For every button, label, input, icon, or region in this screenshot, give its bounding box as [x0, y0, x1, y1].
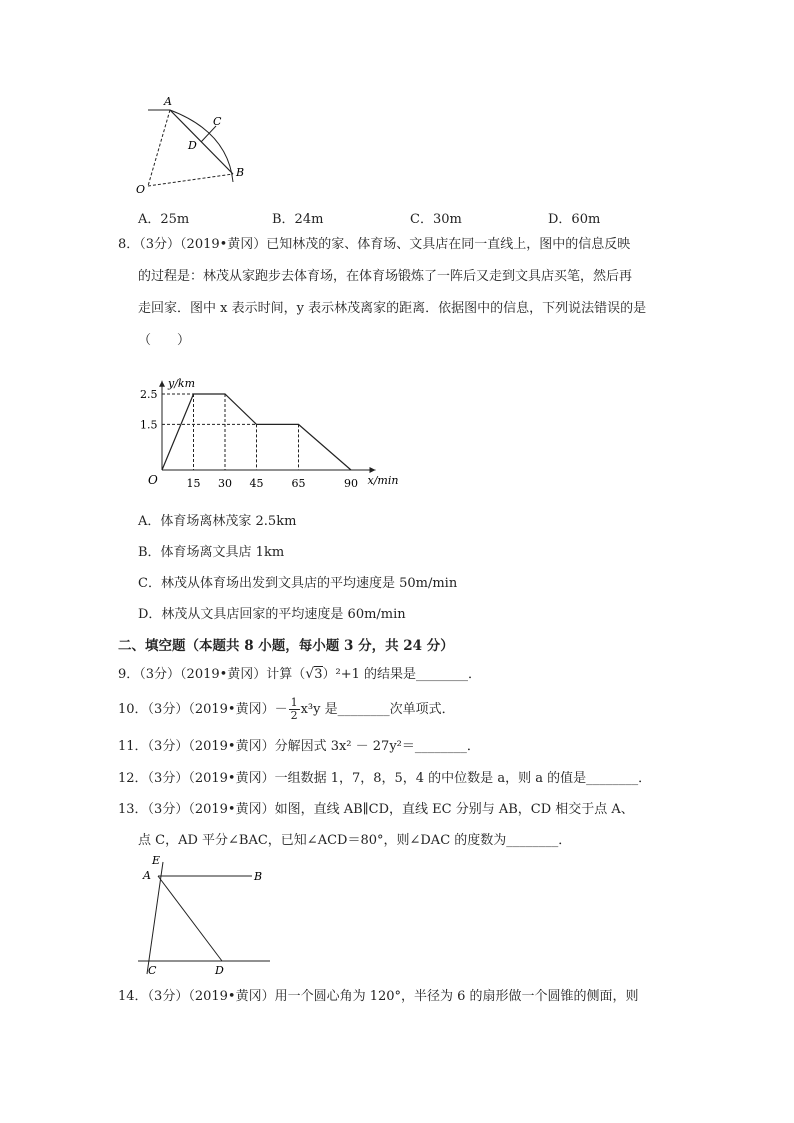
q8-option-d: D．林茂从文具店回家的平均速度是 60m/min [138, 607, 406, 622]
q13-line2: 点 C，AD 平分∠BAC，已知∠ACD＝80°，则∠DAC 的度数为________． [138, 833, 572, 848]
fig13-label-a: A [143, 869, 151, 882]
fig7-label-o: O [136, 183, 146, 196]
q9-line [118, 665, 481, 684]
q8-line3: 走回家．图中 x 表示时间，y 表示林茂离家的距离．依据图中的信息，下列说法错误的是 [138, 301, 647, 316]
distance-time-chart [130, 358, 399, 498]
x-tick-label-30: 30 [218, 477, 232, 490]
q8-option-a: A．体育场离林茂家 2.5km [138, 514, 297, 529]
x-tick-label-65: 65 [291, 477, 306, 490]
q8-line2: 的过程是：林茂从家跑步去体育场，在体育场锻炼了一阵后又走到文具店买笔，然后再 [138, 269, 633, 284]
q8-option-b: B．体育场离文具店 1km [138, 545, 285, 560]
x-axis-label: x/min [367, 474, 399, 487]
figure-q7 [130, 92, 260, 202]
q10-fraction [289, 697, 300, 722]
y-tick-label-1.5: 1.5 [140, 418, 158, 432]
q8-line1: 8．（3分）（2019•黄冈）已知林茂的家、体育场、文具店在同一直线上，图中的信息反映 [118, 237, 631, 252]
q10-numerator: 1 [290, 696, 298, 709]
q10-denominator: 2 [290, 709, 298, 722]
q9-radicand: 3 [314, 667, 323, 682]
fig13-label-e: E [152, 854, 161, 867]
x-tick-label-90: 90 [344, 477, 358, 490]
fig7-label-a: A [164, 95, 172, 108]
x-tick-label-15: 15 [186, 477, 201, 490]
fig7-label-b: B [236, 166, 245, 179]
fig13-label-c: C [148, 964, 157, 977]
q9-post: ）²+1 的结果是________． [322, 667, 482, 682]
q10-post: x³y 是________次单项式． [300, 702, 455, 717]
q10-line [118, 695, 455, 725]
q11-line: 11．（3分）（2019•黄冈）分解因式 3x² － 27y²＝________． [118, 739, 480, 754]
fig13-label-d: D [215, 964, 224, 977]
q12-line: 12．（3分）（2019•黄冈）一组数据 1，7，8，5，4 的中位数是 a，则 a 的值是________． [118, 771, 652, 786]
q10-pre: 10．（3分）（2019•黄冈）－ [118, 702, 288, 717]
origin-label: O [148, 473, 158, 487]
figure-q13 [130, 850, 280, 980]
x-tick-label-45: 45 [249, 477, 264, 490]
section-heading: 二、填空题（本题共 8 小题，每小题 3 分，共 24 分） [118, 638, 454, 654]
q9-pre: 9．（3分）（2019•黄冈）计算（ [118, 667, 306, 682]
q9-radical: √3 [305, 666, 323, 682]
q14-line: 14．（3分）（2019•黄冈）用一个圆心角为 120°，半径为 6 的扇形做一个圆锥的侧面，则 [118, 989, 639, 1004]
x-axis-arrow [370, 467, 376, 473]
q7-option-b: B．24m [272, 212, 324, 227]
fig7-label-c: C [213, 115, 222, 128]
q7-option-c: C．30m [410, 212, 462, 227]
y-axis-label: y/km [168, 376, 196, 390]
fig13-label-b: B [254, 870, 263, 883]
y-tick-label-2.5: 2.5 [140, 388, 158, 401]
y-axis-arrow [159, 381, 165, 387]
q8-option-c: C．林茂从体育场出发到文具店的平均速度是 50m/min [138, 576, 458, 591]
fig7-label-d: D [188, 139, 197, 152]
q7-option-d: D．60m [548, 212, 601, 227]
q8-line4: （ ） [138, 333, 191, 348]
q7-option-a: A．25m [138, 212, 190, 227]
q13-line1: 13．（3分）（2019•黄冈）如图，直线 AB∥CD，直线 EC 分别与 AB，CD 相交于点 A、 [118, 802, 634, 817]
